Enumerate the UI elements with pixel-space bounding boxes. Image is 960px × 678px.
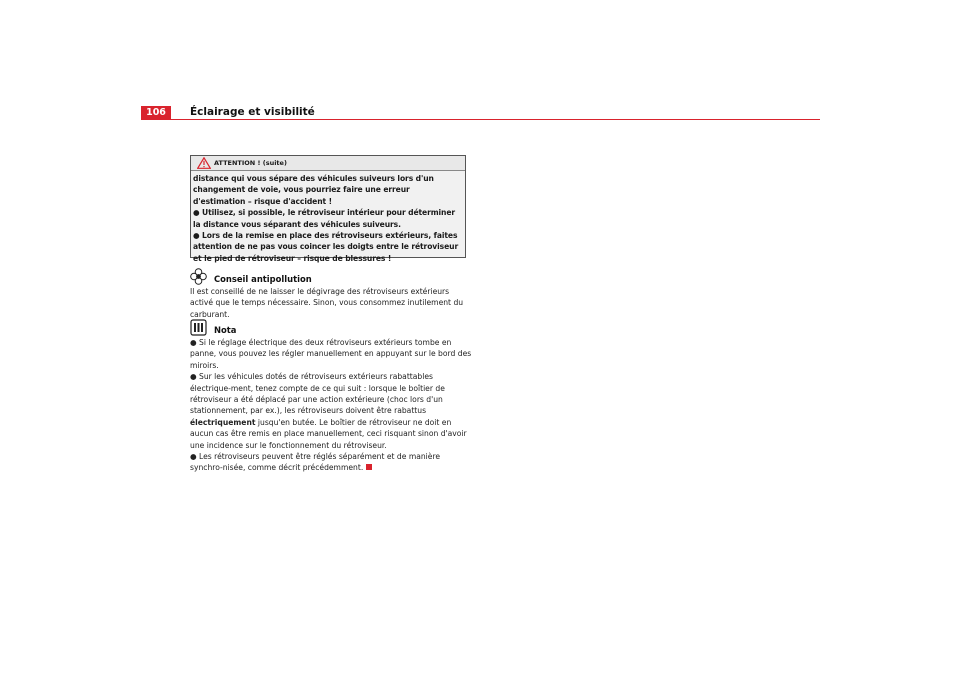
- note-bullet-text: Sur les véhicules dotés de rétroviseurs extérieurs rabattables électrique-ment, tenez compte de ce qui suit : lorsque le boîtier de rétroviseur a été déplacé par une action extérieure (choc lors d'un stationnement, par ex.), les rétroviseurs doivent être rabattus: [190, 372, 445, 416]
- warning-bullet: [193, 230, 463, 264]
- warning-header: [191, 156, 465, 171]
- page-number: 106: [141, 106, 171, 119]
- note-icon: [190, 319, 207, 336]
- bullet-icon: ●: [193, 208, 200, 218]
- warning-triangle-icon: [197, 157, 211, 169]
- note-bullet: [190, 371, 472, 451]
- environment-text: Il est conseillé de ne laisser le dégivrage des rétroviseurs extérieurs activé que le temps nécessaire. Sinon, vous consommez inutilement du carburant.: [190, 287, 464, 319]
- bullet-icon: ●: [190, 452, 197, 462]
- note-bullet-text: jusqu'en butée. Le boîtier de rétroviseur ne doit en aucun cas être remis en place manuellement, ceci risquant sinon d'avoir une incidence sur le fonctionnement du rétroviseur.: [190, 417, 467, 450]
- note-bold-word: électriquement: [190, 417, 256, 427]
- environment-section: [190, 268, 472, 320]
- note-bullet: [190, 337, 472, 371]
- page-header: [141, 106, 820, 119]
- bullet-icon: ●: [190, 338, 197, 347]
- warning-paragraph: distance qui vous sépare des véhicules suiveurs lors d'un changement de voie, vous pourriez faire une erreur d'estimation – risque d'accident !: [193, 174, 434, 206]
- warning-bullet-text: Lors de la remise en place des rétroviseurs extérieurs, faites attention de ne pas vous coincer les doigts entre le rétroviseur et le pied de rétroviseur – risque de blessures !: [193, 231, 459, 263]
- note-heading: [190, 319, 472, 337]
- note-bullet-text: Si le réglage électrique des deux rétroviseurs extérieurs tombe en panne, vous pouvez les régler manuellement en appuyant sur le bord des miroirs.: [190, 338, 472, 370]
- environment-title: Conseil antipollution: [214, 274, 312, 284]
- bullet-icon: ●: [193, 231, 200, 241]
- header-rule: [141, 119, 820, 120]
- bullet-icon: ●: [190, 372, 197, 382]
- warning-body: [191, 171, 465, 264]
- chapter-title: Éclairage et visibilité: [190, 106, 315, 118]
- warning-box: [190, 155, 466, 263]
- warning-title: ATTENTION ! (suite): [214, 159, 287, 167]
- environment-heading: [190, 268, 472, 286]
- note-section: [190, 319, 472, 474]
- warning-bullet: [193, 207, 463, 230]
- note-bullet: [190, 451, 472, 474]
- flower-icon: [190, 268, 207, 285]
- note-title: Nota: [214, 325, 237, 335]
- end-of-section-mark: [366, 464, 372, 470]
- warning-bullet-text: Utilisez, si possible, le rétroviseur intérieur pour déterminer la distance vous séparant des véhicules suiveurs.: [193, 208, 456, 229]
- note-bullet-text: Les rétroviseurs peuvent être réglés séparément et de manière synchro-nisée, comme décrit précédemment.: [190, 452, 441, 473]
